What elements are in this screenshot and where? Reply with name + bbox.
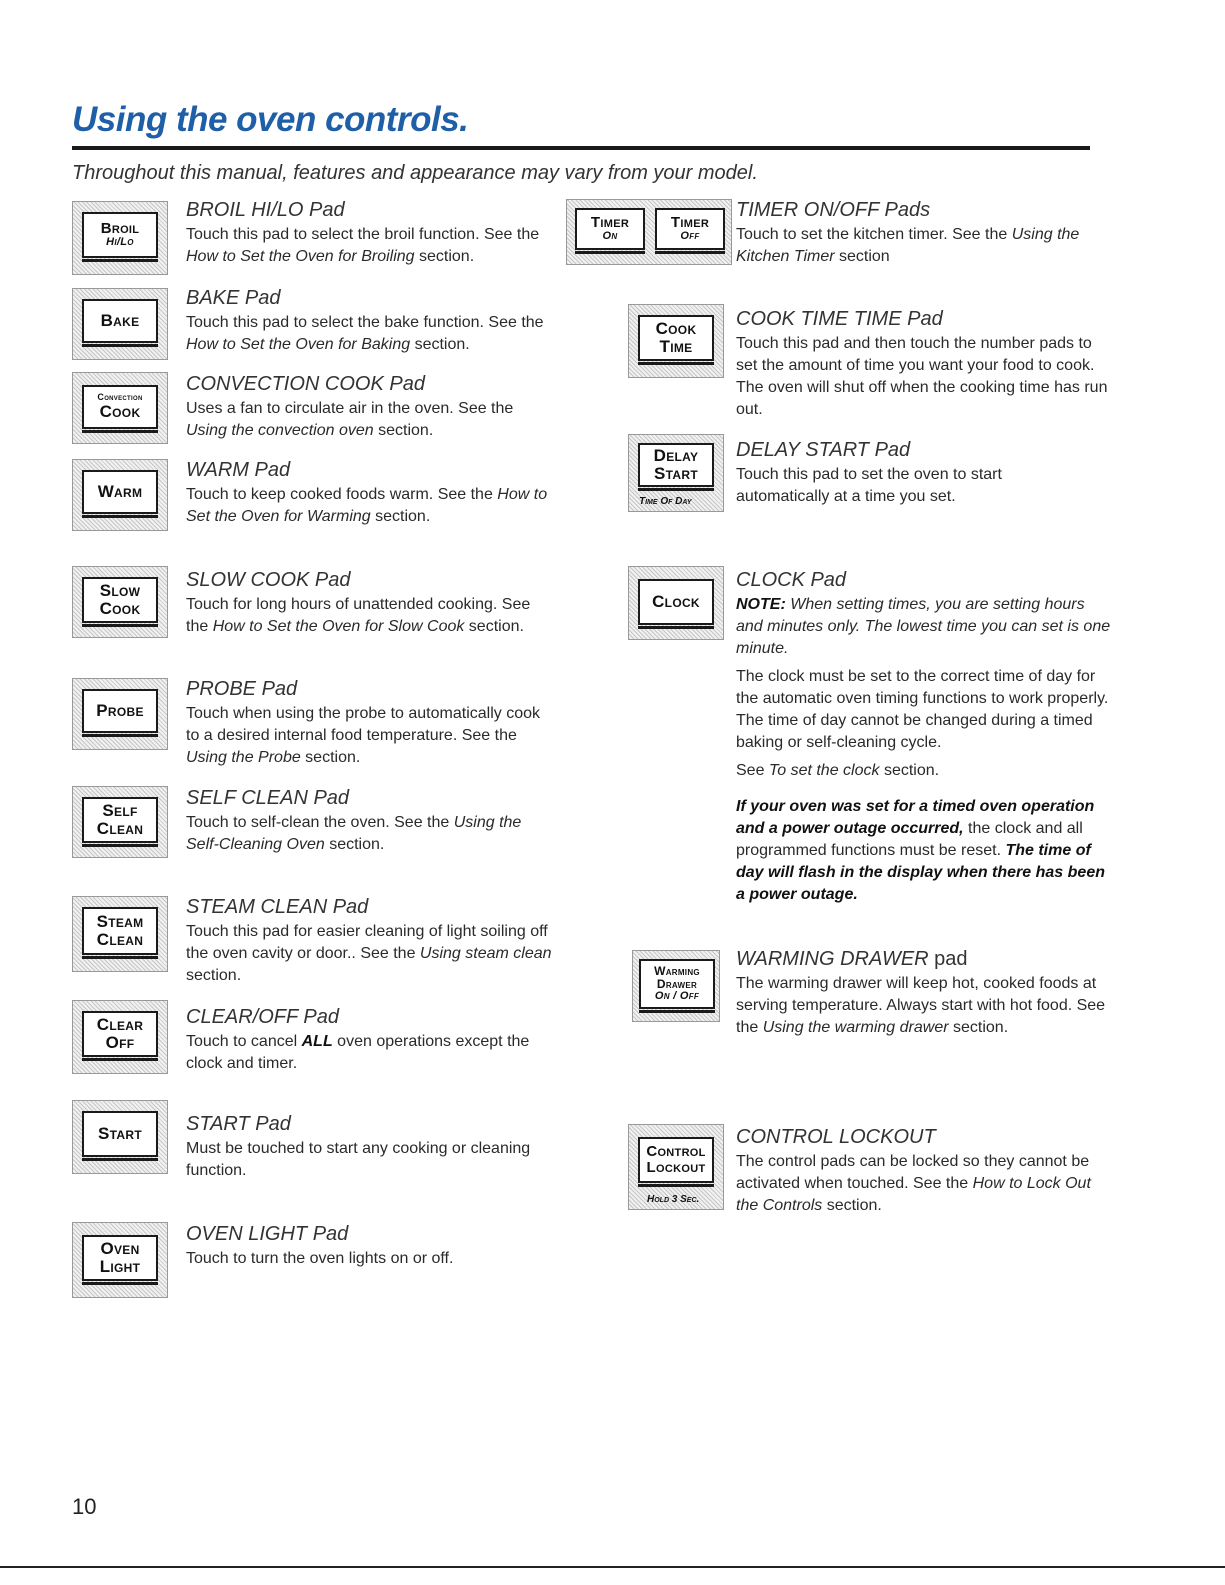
steam-clean-pad[interactable]: Steam Clean [72,896,168,972]
control-lockout-heading: CONTROL LOCKOUT [736,1126,936,1148]
cook-time-heading: COOK TIME TIME Pad [736,308,943,330]
steam-clean-heading: STEAM CLEAN Pad [186,896,369,918]
control-lockout-description: CONTROL LOCKOUT The control pads can be locked so they cannot be activated when touched. See the How to Lock Out the Controls section. [736,1125,1116,1217]
clock-description: CLOCK Pad NOTE: When setting times, you are setting hours and minutes only. The lowest time you can set is one minute. The clock must be set to the correct time of day for the automatic oven timing functions to work properly. The time of day cannot be changed during a timed baking or self-cleaning cycle. See To set the clock section. If your oven was set for a timed oven operation and a power outage occurred, the clock and all programmed functions must be reset. The time of day will flash in the display when there has been a power outage. [736,569,1111,903]
oven-light-heading: OVEN LIGHT Pad [186,1223,349,1245]
oven-light-pad[interactable]: Oven Light [72,1222,168,1298]
convection-description: CONVECTION COOK Pad Uses a fan to circulate air in the oven. See the Using the convection oven section. [186,372,556,442]
warm-description: WARM Pad Touch to keep cooked foods warm. See the How to Set the Oven for Warming section. [186,458,566,528]
clear-off-heading: CLEAR/OFF Pad [186,1006,340,1028]
slow-cook-description: SLOW COOK Pad Touch for long hours of unattended cooking. See the How to Set the Oven for Slow Cook section. [186,568,536,638]
warming-drawer-heading: WARMING DRAWER pad [736,948,968,970]
probe-pad[interactable]: Probe [72,678,168,750]
oven-light-description: OVEN LIGHT Pad Touch to turn the oven lights on or off. [186,1222,566,1270]
delay-start-heading: DELAY START Pad [736,439,911,461]
slow-cook-heading: SLOW COOK Pad [186,569,351,591]
page-subtitle: Throughout this manual, features and appearance may vary from your model. [72,162,758,184]
cook-time-description: COOK TIME TIME Pad Touch this pad and then touch the number pads to set the amount of time you want your food to cook. The oven will shut off when the cooking time has run out. [736,307,1116,421]
delay-start-pad[interactable]: Delay Start Time Of Day [628,434,724,512]
timer-off-pad[interactable]: Timer Off [655,208,725,250]
self-clean-pad[interactable]: Self Clean [72,786,168,858]
probe-heading: PROBE Pad [186,678,298,700]
slow-cook-pad[interactable]: Slow Cook [72,566,168,638]
bottom-rule [0,1566,1225,1568]
warm-heading: WARM Pad [186,459,291,481]
clear-off-pad[interactable]: Clear Off [72,1000,168,1074]
start-heading: START Pad [186,1113,291,1135]
broil-description: BROIL HI/LO Pad Touch this pad to select the broil function. See the How to Set the Oven for Broiling section. [186,198,566,268]
clock-heading: CLOCK Pad [736,569,847,591]
clock-pad[interactable]: Clock [628,566,724,640]
start-description: START Pad Must be touched to start any cooking or cleaning function. [186,1112,566,1182]
timer-pads [566,199,732,265]
clear-off-description: CLEAR/OFF Pad Touch to cancel ALL oven operations except the clock and timer. [186,1005,566,1075]
convection-cook-pad[interactable]: Convection Cook [72,372,168,444]
bake-description: BAKE Pad Touch this pad to select the bake function. See the How to Set the Oven for Baking section. [186,286,556,356]
page-number: 10 [72,1494,97,1519]
warming-drawer-pad[interactable]: Warming Drawer On / Off [632,950,720,1022]
warming-drawer-description: WARMING DRAWER pad The warming drawer will keep hot, cooked foods at serving temperature. Always start with hot food. See the Using the warming drawer section. [736,947,1116,1039]
self-clean-description: SELF CLEAN Pad Touch to self-clean the oven. See the Using the Self-Cleaning Oven section. [186,786,546,856]
steam-clean-description: STEAM CLEAN Pad Touch this pad for easier cleaning of light soiling off the oven cavity or door.. See the Using steam clean section. [186,895,566,987]
convection-heading: CONVECTION COOK Pad [186,373,425,395]
page-title: Using the oven controls. [72,100,469,139]
timer-on-pad[interactable]: Timer On [575,208,645,250]
start-pad[interactable]: Start [72,1100,168,1174]
timer-description: TIMER ON/OFF Pads Touch to set the kitchen timer. See the Using the Kitchen Timer section [736,198,1096,268]
cook-time-pad[interactable]: Cook Time [628,304,724,378]
bake-pad[interactable]: Bake [72,288,168,360]
broil-heading: BROIL HI/LO Pad [186,199,345,221]
timer-heading: TIMER ON/OFF Pads [736,199,931,221]
title-rule [72,146,1090,150]
self-clean-heading: SELF CLEAN Pad [186,787,350,809]
delay-start-description: DELAY START Pad Touch this pad to set the oven to start automatically at a time you set. [736,438,1076,508]
probe-description: PROBE Pad Touch when using the probe to automatically cook to a desired internal food temperature. See the Using the Probe section. [186,677,546,769]
control-lockout-pad[interactable]: Control Lockout Hold 3 Sec. [628,1124,724,1210]
bake-heading: BAKE Pad [186,287,281,309]
broil-hi-lo-pad[interactable]: Broil Hi/Lo [72,201,168,275]
warm-pad[interactable]: Warm [72,459,168,531]
